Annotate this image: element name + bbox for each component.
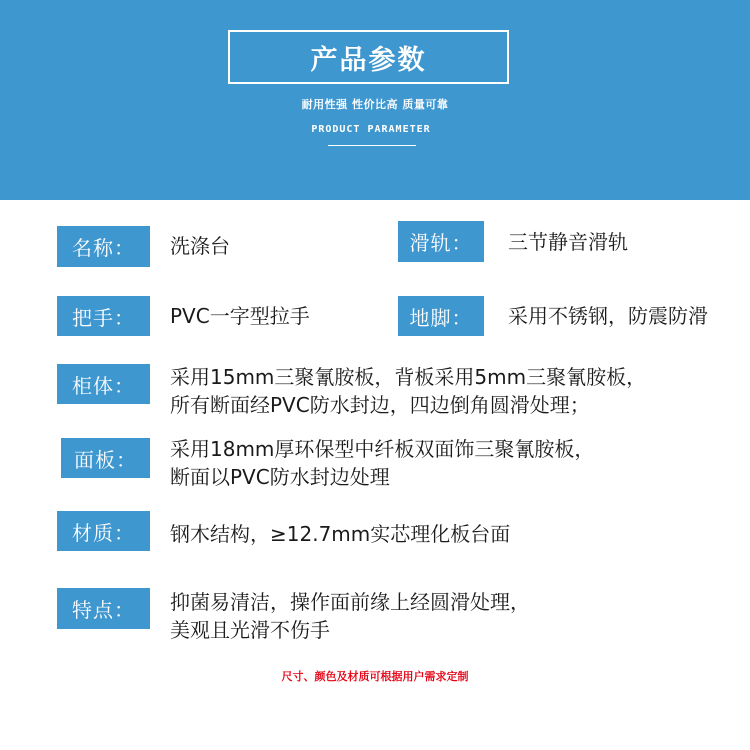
value-features-line1: 抑菌易清洁，操作面前缘上经圆滑处理， [170,590,530,614]
value-slide: 三节静音滑轨 [508,230,628,254]
label-feet: 地脚： [398,296,484,336]
value-panel-line2: 断面以PVC防水封边处理 [170,465,390,489]
label-material: 材质： [57,511,150,551]
page-subtitle: 耐用性强 性价比高 质量可靠 [301,98,449,111]
label-panel: 面板： [61,438,150,478]
label-cabinet: 柜体： [57,364,150,404]
value-handle: PVC一字型拉手 [170,304,310,328]
page-title: 产品参数 [228,30,509,84]
value-cabinet-line1: 采用15mm三聚氰胺板，背板采用5mm三聚氰胺板， [170,365,647,389]
label-handle: 把手： [57,296,150,336]
label-name: 名称： [57,226,150,267]
value-feet: 采用不锈钢，防震防滑 [508,304,708,328]
label-features: 特点： [57,588,150,629]
value-panel-line1: 采用18mm厚环保型中纤板双面饰三聚氰胺板， [170,437,595,461]
header-banner [0,0,750,200]
subtitle-underline [328,145,416,146]
value-name: 洗涤台 [170,234,230,258]
customization-note: 尺寸、颜色及材质可根据用户需求定制 [281,670,469,683]
page-subtitle-en: PRODUCT PARAMETER [311,124,431,135]
value-material: 钢木结构，≥12.7mm实芯理化板台面 [170,522,511,546]
label-slide: 滑轨： [398,221,484,262]
value-features-line2: 美观且光滑不伤手 [170,618,330,642]
value-cabinet-line2: 所有断面经PVC防水封边，四边倒角圆滑处理； [170,393,590,417]
